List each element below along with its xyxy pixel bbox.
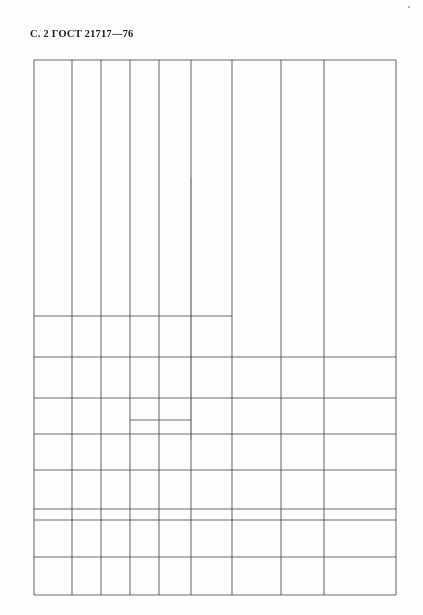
page-header: С. 2 ГОСТ 21717—76 [30,29,134,40]
scan-speck [408,6,410,8]
